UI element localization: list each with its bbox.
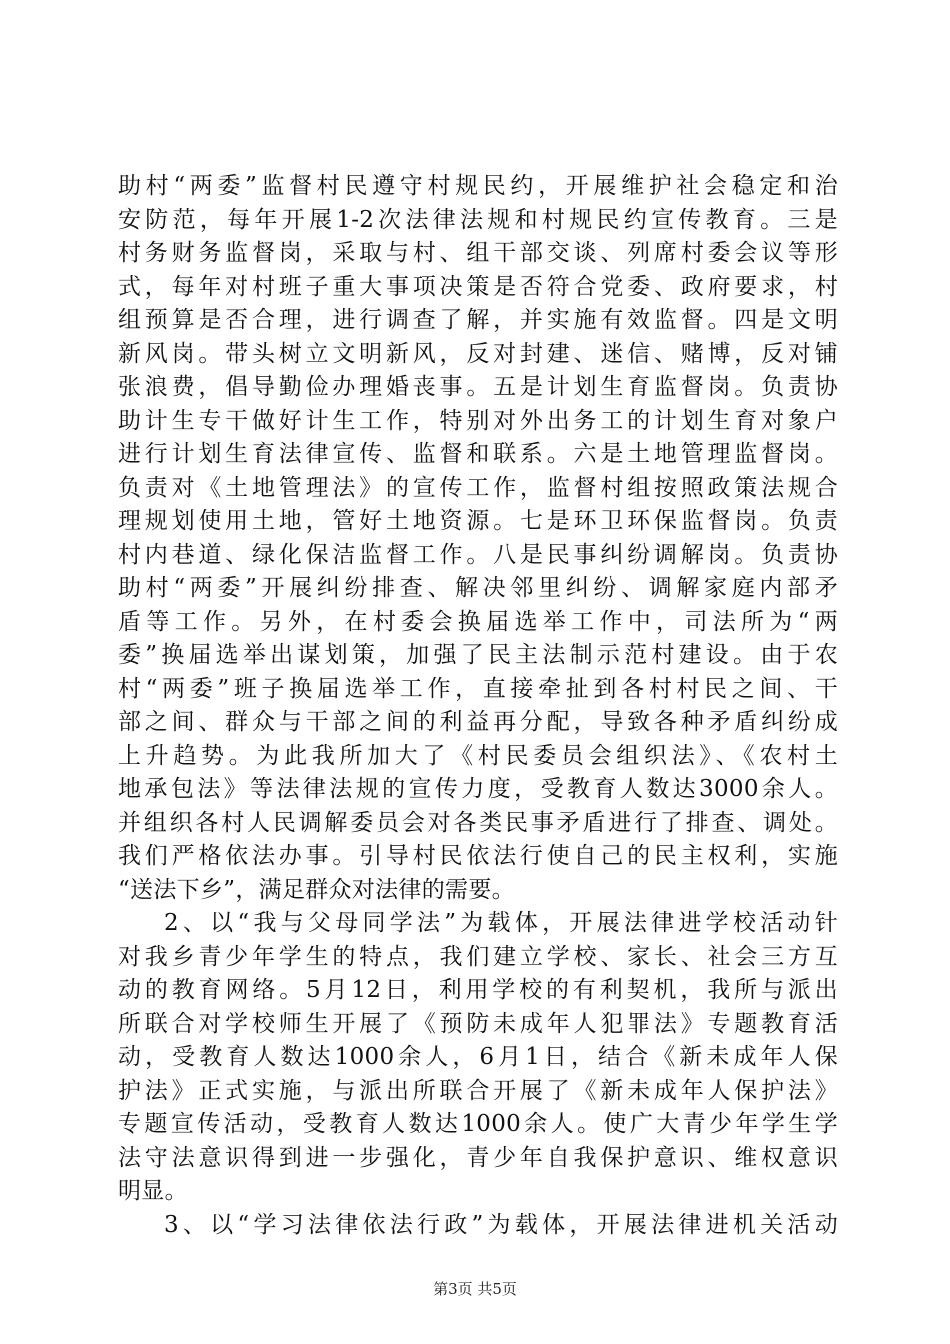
text-line: 明显。 [118,1178,188,1204]
text-line: 法守法意识得到进一步强化，青少年自我保护意识、维权意识 [118,1144,838,1171]
text-line: 助村“两委”监督村民遵守村规民约，开展维护社会稳定和治 [118,173,838,199]
body-text [118,170,838,1242]
text-line: 并组织各村人民调解委员会对各类民事矛盾进行了排查、调处。 [118,809,838,836]
text-line: 3、以“学习法律依法行政”为载体，开展法律进机关活动 [164,1211,838,1238]
text-line: 理规划使用土地，管好土地资源。七是环卫环保监督岗。负责 [118,508,838,534]
text-line: 我们严格依法办事。引导村民依法行使自己的民主权利，实施 [118,843,838,869]
text-line: 所联合对学校师生开展了《预防未成年人犯罪法》专题教育活 [118,1010,838,1037]
text-line: 护法》正式实施，与派出所联合开展了《新未成年人保护法》 [118,1077,838,1104]
text-line: 动的教育网络。5月12日，利用学校的有利契机，我所与派出 [118,977,838,1003]
text-line: 村务财务监督岗，采取与村、组干部交谈、列席村委会议等形 [118,240,838,266]
text-line: 新风岗。带头树立文明新风，反对封建、迷信、赌博，反对铺 [118,340,838,367]
text-line: “送法下乡”，满足群众对法律的需要。 [118,876,515,903]
text-line: 委”换届选举出谋划策，加强了民主法制示范村建设。由于农 [118,642,838,668]
text-line: 村“两委”班子换届选举工作，直接牵扯到各村村民之间、干 [118,675,838,702]
text-line: 部之间、群众与干部之间的利益再分配，导致各种矛盾纠纷成 [118,709,838,735]
text-line: 动，受教育人数达1000余人，6月1日，结合《新未成年人保 [118,1044,838,1070]
text-line: 式，每年对村班子重大事项决策是否符合党委、政府要求，村 [118,273,838,300]
text-line: 地承包法》等法律法规的宣传力度，受教育人数达3000余人。 [118,776,838,802]
text-line: 负责对《土地管理法》的宣传工作，监督村组按照政策法规合 [118,474,838,501]
text-line: 盾等工作。另外，在村委会换届选举工作中，司法所为“两 [118,608,838,635]
text-line: 2、以“我与父母同学法”为载体，开展法律进学校活动针 [164,910,838,936]
text-line: 安防范，每年开展1-2次法律法规和村规民约宣传教育。三是 [118,206,838,233]
page-footer: 第3页 共5页 [433,1280,517,1298]
text-line: 组预算是否合理，进行调查了解，并实施有效监督。四是文明 [118,307,838,333]
text-line: 专题宣传活动，受教育人数达1000余人。使广大青少年学生学 [118,1111,838,1137]
text-line: 对我乡青少年学生的特点，我们建立学校、家长、社会三方互 [118,943,838,970]
text-line: 助村“两委”开展纠纷排查、解决邻里纠纷、调解家庭内部矛 [118,575,838,601]
text-line: 张浪费，倡导勤俭办理婚丧事。五是计划生育监督岗。负责协 [118,374,838,400]
text-line: 上升趋势。为此我所加大了《村民委员会组织法》、《农村土 [118,742,838,769]
text-line: 助计生专干做好计生工作，特别对外出务工的计划生育对象户 [118,407,838,434]
text-line: 村内巷道、绿化保洁监督工作。八是民事纠纷调解岗。负责协 [118,541,838,568]
text-line: 进行计划生育法律宣传、监督和联系。六是土地管理监督岗。 [118,441,838,467]
